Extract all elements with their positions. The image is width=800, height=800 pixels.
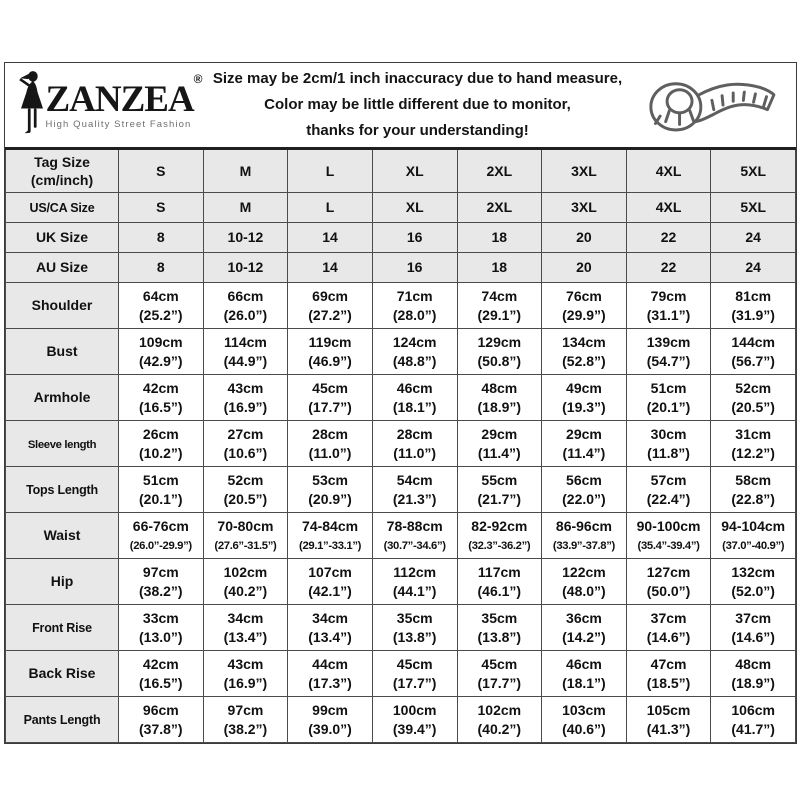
table-row	[6, 467, 796, 513]
size-cell: 112cm (44.1”)	[372, 559, 457, 605]
size-cell: 106cm (41.7”)	[711, 697, 796, 743]
size-cell: 74cm (29.1”)	[457, 283, 542, 329]
size-cell: M	[203, 193, 288, 223]
size-cell: 66cm (26.0”)	[203, 283, 288, 329]
table-row	[6, 559, 796, 605]
size-cell: 27cm (10.6”)	[203, 421, 288, 467]
size-cell: 124cm (48.8”)	[372, 329, 457, 375]
size-cell: 78-88cm (30.7”-34.6”)	[372, 513, 457, 559]
size-cell: 129cm (50.8”)	[457, 329, 542, 375]
size-cell: 8	[119, 223, 204, 253]
size-cell: XL	[372, 149, 457, 193]
registered-trademark: ®	[193, 72, 203, 87]
size-cell: 71cm (28.0”)	[372, 283, 457, 329]
row-label: AU Size	[6, 253, 119, 283]
size-cell: 96cm (37.8”)	[119, 697, 204, 743]
size-cell: 105cm (41.3”)	[626, 697, 711, 743]
size-cell: 4XL	[626, 193, 711, 223]
table-row	[6, 223, 796, 253]
size-cell: L	[288, 149, 373, 193]
size-cell: 57cm (22.4”)	[626, 467, 711, 513]
size-cell: 144cm (56.7”)	[711, 329, 796, 375]
size-cell: 127cm (50.0”)	[626, 559, 711, 605]
size-cell: 26cm (10.2”)	[119, 421, 204, 467]
size-cell: 70-80cm (27.6”-31.5”)	[203, 513, 288, 559]
size-cell: 52cm (20.5”)	[711, 375, 796, 421]
notice-line-3: thanks for your understanding!	[306, 122, 529, 140]
size-chart-panel	[4, 62, 797, 744]
size-cell: 46cm (18.1”)	[372, 375, 457, 421]
size-cell: S	[119, 149, 204, 193]
size-cell: 76cm (29.9”)	[542, 283, 627, 329]
size-cell: 122cm (48.0”)	[542, 559, 627, 605]
size-cell: 79cm (31.1”)	[626, 283, 711, 329]
size-cell: 139cm (54.7”)	[626, 329, 711, 375]
size-cell: 29cm (11.4”)	[542, 421, 627, 467]
size-cell: 117cm (46.1”)	[457, 559, 542, 605]
notice-line-2: Color may be little different due to monitor,	[264, 95, 571, 113]
size-cell: 102cm (40.2”)	[203, 559, 288, 605]
size-table-body	[6, 149, 796, 743]
size-cell: 109cm (42.9”)	[119, 329, 204, 375]
size-cell: 51cm (20.1”)	[626, 375, 711, 421]
size-cell: 100cm (39.4”)	[372, 697, 457, 743]
tape-measure-icon	[626, 68, 796, 142]
row-label: US/CA Size	[6, 193, 119, 223]
table-row	[6, 513, 796, 559]
size-cell: 28cm (11.0”)	[372, 421, 457, 467]
size-cell: XL	[372, 193, 457, 223]
size-cell: 94-104cm (37.0”-40.9”)	[711, 513, 796, 559]
size-cell: 31cm (12.2”)	[711, 421, 796, 467]
size-cell: M	[203, 149, 288, 193]
table-row	[6, 421, 796, 467]
size-cell: 22	[626, 253, 711, 283]
size-cell: 56cm (22.0”)	[542, 467, 627, 513]
size-cell: 42cm (16.5”)	[119, 375, 204, 421]
row-label: Bust	[6, 329, 119, 375]
size-cell: 54cm (21.3”)	[372, 467, 457, 513]
size-cell: 10-12	[203, 223, 288, 253]
size-cell: 35cm (13.8”)	[372, 605, 457, 651]
size-cell: 36cm (14.2”)	[542, 605, 627, 651]
size-cell: 44cm (17.3”)	[288, 651, 373, 697]
size-cell: 28cm (11.0”)	[288, 421, 373, 467]
brand-text	[45, 72, 203, 130]
size-cell: 90-100cm (35.4”-39.4”)	[626, 513, 711, 559]
size-cell: 48cm (18.9”)	[457, 375, 542, 421]
size-cell: 97cm (38.2”)	[119, 559, 204, 605]
measure-notice	[209, 66, 626, 145]
size-cell: 4XL	[626, 149, 711, 193]
size-cell: 18	[457, 223, 542, 253]
size-cell: 33cm (13.0”)	[119, 605, 204, 651]
row-label: Waist	[6, 513, 119, 559]
table-row	[6, 253, 796, 283]
size-cell: 46cm (18.1”)	[542, 651, 627, 697]
size-cell: 14	[288, 223, 373, 253]
table-row	[6, 375, 796, 421]
size-cell: 34cm (13.4”)	[203, 605, 288, 651]
size-cell: 10-12	[203, 253, 288, 283]
size-cell: 20	[542, 223, 627, 253]
row-label: Tag Size (cm/inch)	[6, 149, 119, 193]
size-cell: 45cm (17.7”)	[288, 375, 373, 421]
size-cell: 74-84cm (29.1”-33.1”)	[288, 513, 373, 559]
size-cell: 64cm (25.2”)	[119, 283, 204, 329]
size-cell: 102cm (40.2”)	[457, 697, 542, 743]
size-cell: 16	[372, 223, 457, 253]
row-label: Tops Length	[6, 467, 119, 513]
brand-tagline: High Quality Street Fashion	[45, 118, 192, 130]
size-cell: 45cm (17.7”)	[372, 651, 457, 697]
size-cell: 43cm (16.9”)	[203, 375, 288, 421]
size-cell: 47cm (18.5”)	[626, 651, 711, 697]
table-row	[6, 697, 796, 743]
size-cell: 45cm (17.7”)	[457, 651, 542, 697]
row-label: Pants Length	[6, 697, 119, 743]
size-cell: 30cm (11.8”)	[626, 421, 711, 467]
size-cell: 107cm (42.1”)	[288, 559, 373, 605]
row-label: Front Rise	[6, 605, 119, 651]
size-cell: 103cm (40.6”)	[542, 697, 627, 743]
size-cell: 82-92cm (32.3”-36.2”)	[457, 513, 542, 559]
table-row	[6, 193, 796, 223]
size-cell: 86-96cm (33.9”-37.8”)	[542, 513, 627, 559]
size-cell: 119cm (46.9”)	[288, 329, 373, 375]
size-cell: 24	[711, 253, 796, 283]
row-label: Hip	[6, 559, 119, 605]
size-cell: 34cm (13.4”)	[288, 605, 373, 651]
size-cell: 2XL	[457, 149, 542, 193]
row-label: Sleeve length	[6, 421, 119, 467]
brand-name: ZANZEA®	[45, 72, 203, 120]
size-cell: 66-76cm (26.0”-29.9”)	[119, 513, 204, 559]
size-cell: L	[288, 193, 373, 223]
size-cell: 49cm (19.3”)	[542, 375, 627, 421]
size-cell: 37cm (14.6”)	[711, 605, 796, 651]
brand-logo	[5, 70, 209, 141]
row-label: UK Size	[6, 223, 119, 253]
size-cell: 5XL	[711, 149, 796, 193]
size-cell: 18	[457, 253, 542, 283]
size-cell: 97cm (38.2”)	[203, 697, 288, 743]
size-cell: 8	[119, 253, 204, 283]
table-row	[6, 605, 796, 651]
size-cell: 43cm (16.9”)	[203, 651, 288, 697]
size-cell: 3XL	[542, 193, 627, 223]
size-cell: 58cm (22.8”)	[711, 467, 796, 513]
size-cell: 20	[542, 253, 627, 283]
row-label: Back Rise	[6, 651, 119, 697]
table-row	[6, 329, 796, 375]
size-cell: 16	[372, 253, 457, 283]
size-cell: 22	[626, 223, 711, 253]
size-cell: 37cm (14.6”)	[626, 605, 711, 651]
row-label: Shoulder	[6, 283, 119, 329]
size-cell: 3XL	[542, 149, 627, 193]
size-cell: 69cm (27.2”)	[288, 283, 373, 329]
size-cell: 48cm (18.9”)	[711, 651, 796, 697]
size-cell: 14	[288, 253, 373, 283]
size-table	[5, 147, 796, 743]
size-cell: 52cm (20.5”)	[203, 467, 288, 513]
notice-line-1: Size may be 2cm/1 inch inaccuracy due to hand measure,	[212, 69, 623, 87]
size-cell: 24	[711, 223, 796, 253]
size-cell: 51cm (20.1”)	[119, 467, 204, 513]
woman-silhouette-icon	[15, 70, 49, 141]
size-cell: 134cm (52.8”)	[542, 329, 627, 375]
size-cell: 53cm (20.9”)	[288, 467, 373, 513]
size-cell: 42cm (16.5”)	[119, 651, 204, 697]
size-cell: 114cm (44.9”)	[203, 329, 288, 375]
size-cell: 132cm (52.0”)	[711, 559, 796, 605]
size-cell: 99cm (39.0”)	[288, 697, 373, 743]
size-cell: 81cm (31.9”)	[711, 283, 796, 329]
size-cell: S	[119, 193, 204, 223]
row-label: Armhole	[6, 375, 119, 421]
size-cell: 5XL	[711, 193, 796, 223]
table-row	[6, 283, 796, 329]
size-cell: 29cm (11.4”)	[457, 421, 542, 467]
table-row	[6, 651, 796, 697]
size-cell: 55cm (21.7”)	[457, 467, 542, 513]
size-cell: 2XL	[457, 193, 542, 223]
table-row	[6, 149, 796, 193]
header	[5, 63, 796, 147]
size-cell: 35cm (13.8”)	[457, 605, 542, 651]
